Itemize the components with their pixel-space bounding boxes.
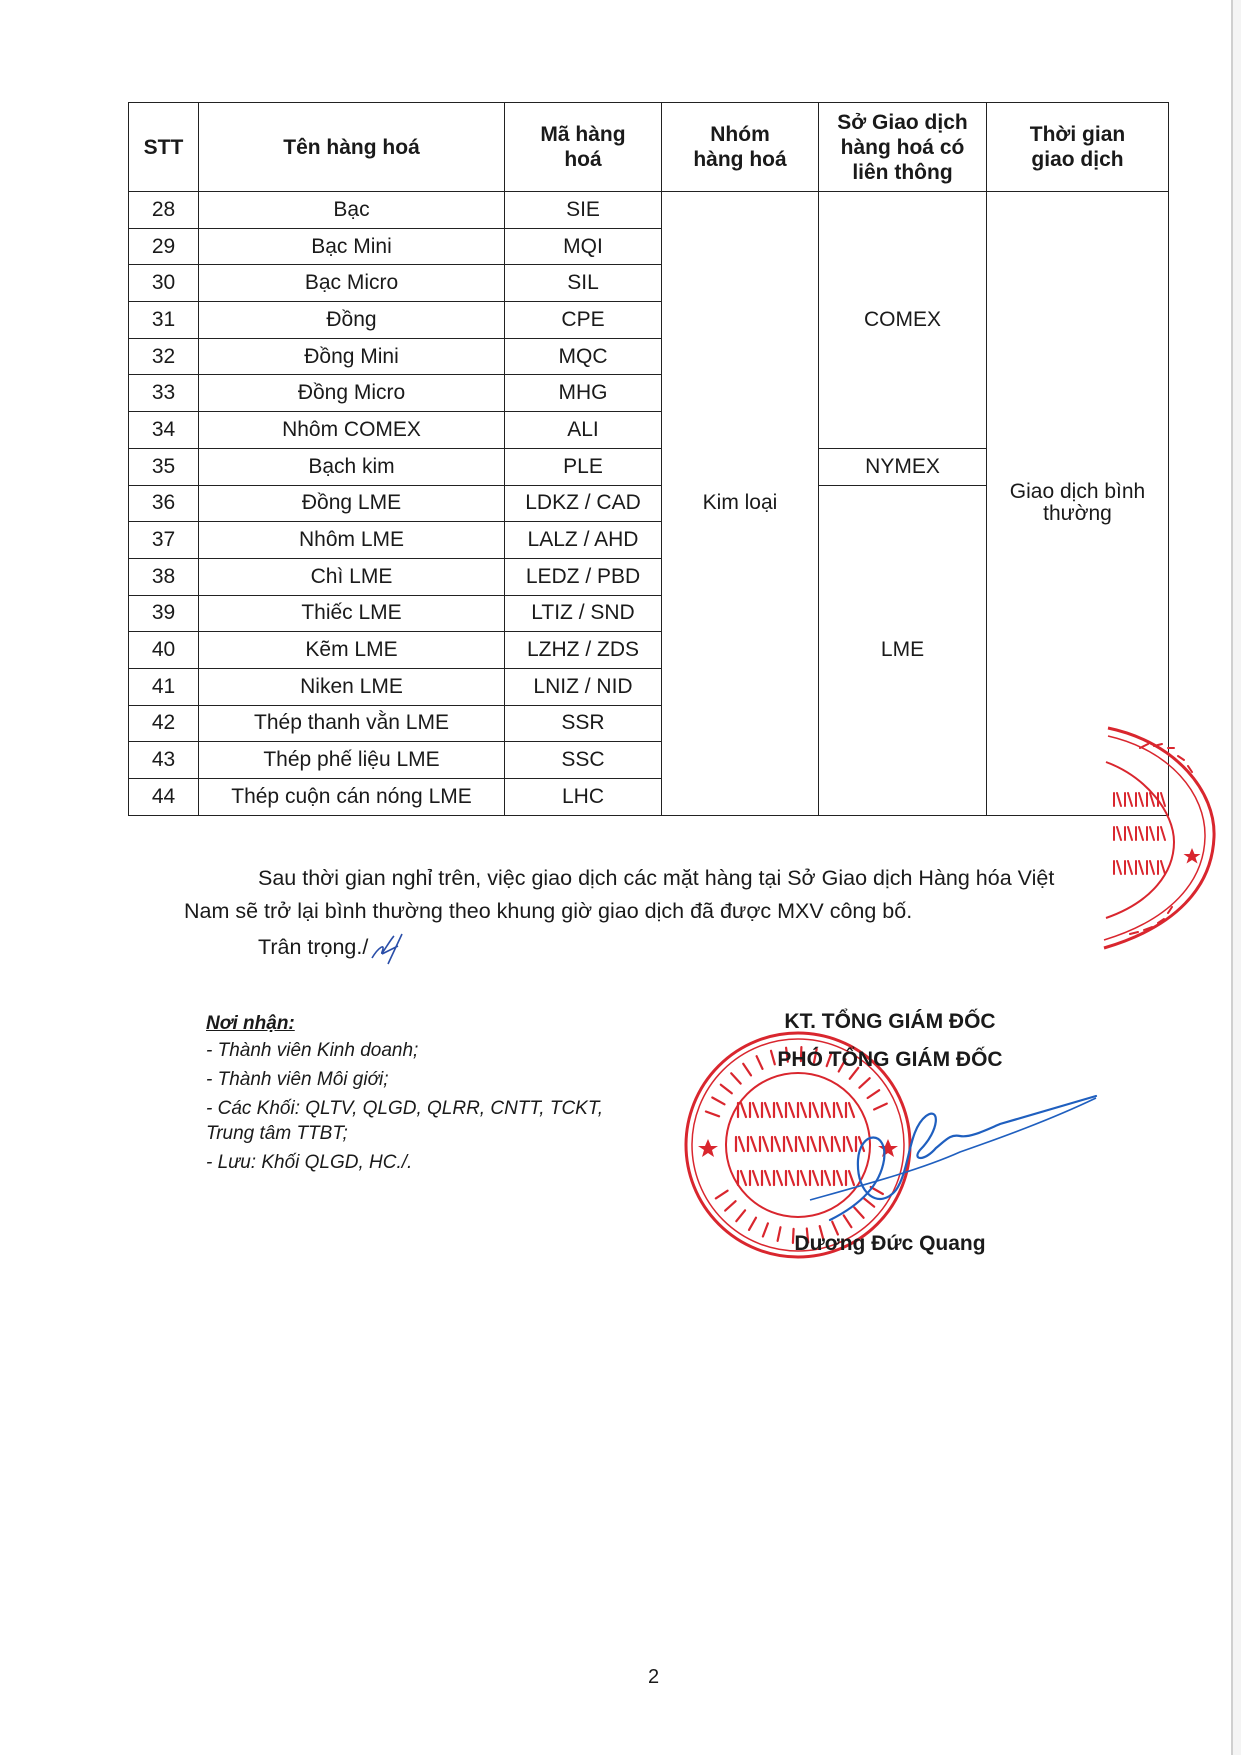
header-name: Tên hàng hoá [199, 103, 505, 192]
recipient-item: - Thành viên Kinh doanh; [206, 1040, 419, 1061]
cell-code: LEDZ / PBD [505, 558, 662, 595]
stamp-bottom-lettering [854, 1207, 863, 1217]
cell-exchange-comex: COMEX [819, 192, 987, 449]
recipient-item: - Thành viên Môi giới; [206, 1069, 389, 1090]
header-time [987, 103, 1169, 192]
cell-code: MHG [505, 375, 662, 412]
paragraph-line-1 [184, 862, 1104, 895]
stamp-star-left [698, 1139, 718, 1157]
header-group-text: Nhóm hàng hoá [693, 123, 787, 171]
cell-code: LTIZ / SND [505, 595, 662, 632]
cell-name: Đồng Mini [199, 338, 505, 375]
cell-name: Đồng Micro [199, 375, 505, 412]
header-exchange [819, 103, 987, 192]
cell-exchange-lme: LME [819, 485, 987, 815]
stamp-outer-lettering [712, 1098, 724, 1105]
cell-code: SIL [505, 265, 662, 302]
page-edge-shade [1233, 0, 1241, 1755]
handwritten-signature [800, 1090, 1100, 1240]
stamp-bottom-lettering [725, 1201, 735, 1210]
cell-code: LALZ / AHD [505, 522, 662, 559]
cell-stt: 39 [129, 595, 199, 632]
cell-name: Kẽm LME [199, 632, 505, 669]
cell-time: Giao dịch bình thường [987, 192, 1169, 816]
signer-name: Dương Đức Quang [794, 1232, 986, 1255]
cell-code: LZHZ / ZDS [505, 632, 662, 669]
cell-name: Nhôm COMEX [199, 412, 505, 449]
recipients-title: Nơi nhận: [206, 1013, 295, 1034]
header-code-text: Mã hàng hoá [540, 123, 626, 171]
stamp-bottom-lettering [736, 1210, 745, 1221]
closing-paragraph [184, 862, 1104, 928]
cell-code: CPE [505, 302, 662, 339]
cell-code: SSC [505, 742, 662, 779]
stamp-line-2-lettering [736, 1137, 864, 1151]
recipient-item: - Lưu: Khối QLGD, HC./. [206, 1152, 413, 1173]
header-code [505, 103, 662, 192]
stamp-bottom-lettering [749, 1218, 756, 1230]
cell-stt: 36 [129, 485, 199, 522]
cell-name: Thép phế liệu LME [199, 742, 505, 779]
stamp-outer-lettering [706, 1112, 719, 1117]
stamp-outer-lettering [721, 1085, 732, 1094]
cell-code: LDKZ / CAD [505, 485, 662, 522]
cell-code: ALI [505, 412, 662, 449]
commodity-table [128, 102, 1169, 816]
cell-name: Bạc [199, 192, 505, 229]
cell-name: Chì LME [199, 558, 505, 595]
signer-title-1: KT. TỔNG GIÁM ĐỐC [784, 1010, 996, 1033]
stamp-outer-lettering [874, 1104, 887, 1110]
cell-stt: 34 [129, 412, 199, 449]
edge-stamp-star [1184, 848, 1201, 864]
header-time-text: Thời gian giao dịch [1029, 123, 1126, 171]
cell-name: Bạc Mini [199, 228, 505, 265]
cell-name: Niken LME [199, 668, 505, 705]
cell-name: Bạc Micro [199, 265, 505, 302]
stamp-bottom-lettering [871, 1187, 883, 1194]
page-number: 2 [648, 1666, 660, 1688]
cell-stt: 33 [129, 375, 199, 412]
stamp-outer-lettering [731, 1073, 741, 1083]
cell-exchange-nymex: NYMEX [819, 448, 987, 485]
regards-text: Trân trọng./ [258, 935, 369, 959]
stamp-bottom-lettering [863, 1198, 874, 1207]
cell-code: SSR [505, 705, 662, 742]
header-exchange-text: Sở Giao dịch hàng hoá có liên thông [837, 110, 968, 184]
stamp-star-right [878, 1139, 898, 1157]
cell-stt: 29 [129, 228, 199, 265]
table-row [129, 192, 1169, 229]
cell-stt: 38 [129, 558, 199, 595]
cell-code: MQI [505, 228, 662, 265]
cell-group: Kim loại [662, 192, 819, 816]
cell-stt: 32 [129, 338, 199, 375]
cell-name: Thiếc LME [199, 595, 505, 632]
cell-code: MQC [505, 338, 662, 375]
stamp-line-3-lettering [738, 1171, 854, 1185]
stamp-outer-lettering [868, 1090, 880, 1098]
signer-title-2: PHÓ TỔNG GIÁM ĐỐC [777, 1048, 1003, 1071]
stamp-line-1-lettering [738, 1103, 854, 1117]
stamp-outer-lettering [859, 1078, 869, 1088]
cell-code: SIE [505, 192, 662, 229]
cell-stt: 28 [129, 192, 199, 229]
paragraph-line-1-text: Sau thời gian nghỉ trên, việc giao dịch các mặt hàng tại Sở Giao dịch Hàng hóa Việt [258, 866, 1055, 890]
cell-code: LHC [505, 779, 662, 816]
initials-signature [368, 930, 408, 970]
recipient-item: - Các Khối: QLTV, QLGD, QLRR, CNTT, TCKT, Trung tâm TTBT; [206, 1098, 603, 1144]
cell-stt: 37 [129, 522, 199, 559]
stamp-bottom-lettering [844, 1215, 852, 1227]
cell-name: Đồng [199, 302, 505, 339]
cell-stt: 35 [129, 448, 199, 485]
cell-code: LNIZ / NID [505, 668, 662, 705]
cell-name: Thép cuộn cán nóng LME [199, 779, 505, 816]
recipients-block [206, 1010, 646, 1179]
cell-name: Thép thanh vằn LME [199, 705, 505, 742]
header-group [662, 103, 819, 192]
cell-stt: 42 [129, 705, 199, 742]
cell-stt: 30 [129, 265, 199, 302]
paragraph-line-2: Nam sẽ trở lại bình thường theo khung giờ giao dịch đã được MXV công bố. [184, 899, 913, 923]
stamp-bottom-lettering [716, 1191, 728, 1199]
cell-stt: 43 [129, 742, 199, 779]
cell-stt: 40 [129, 632, 199, 669]
edge-stamp-bottom-lettering [1130, 907, 1172, 934]
cell-name: Nhôm LME [199, 522, 505, 559]
cell-stt: 41 [129, 668, 199, 705]
cell-stt: 31 [129, 302, 199, 339]
header-stt: STT [129, 103, 199, 192]
cell-name: Đồng LME [199, 485, 505, 522]
cell-name: Bạch kim [199, 448, 505, 485]
cell-code: PLE [505, 448, 662, 485]
cell-stt: 44 [129, 779, 199, 816]
table-header-row [129, 103, 1169, 192]
